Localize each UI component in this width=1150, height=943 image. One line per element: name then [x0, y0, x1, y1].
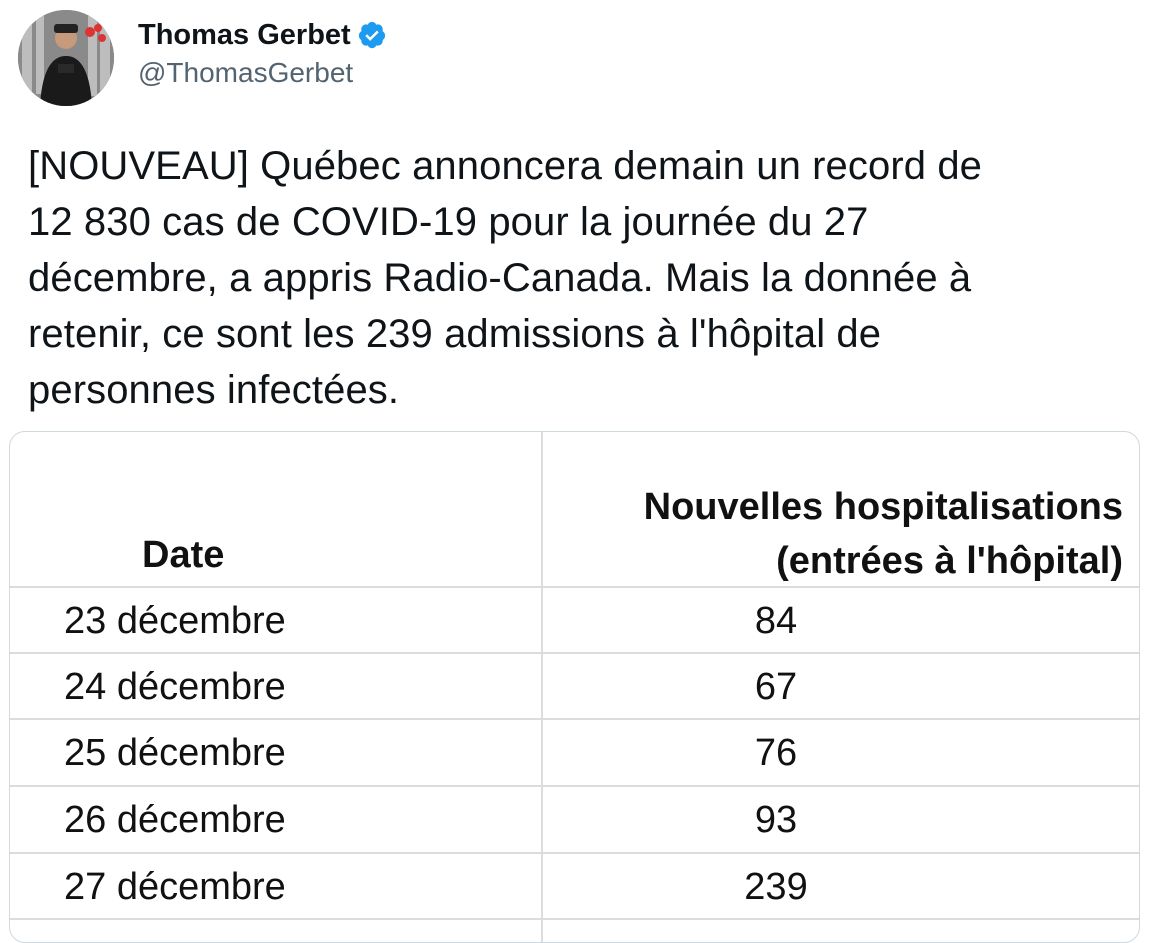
tweet-header [18, 10, 387, 106]
tweet-text-line: [NOUVEAU] Québec annoncera demain un record de [28, 144, 983, 188]
table-row-date: 26 décembre [64, 799, 286, 841]
header-hospitalizations [644, 480, 1123, 588]
tweet-text-line: retenir, ce sont les 239 admissions à l'hôpital de [28, 312, 882, 356]
tweet-text-line: personnes infectées. [28, 368, 400, 412]
header-hosp-line2: (entrées à l'hôpital) [776, 540, 1123, 582]
handle[interactable]: @ThomasGerbet [138, 57, 354, 88]
header-date: Date [142, 534, 225, 576]
tweet-text-line: 12 830 cas de COVID-19 pour la journée du 27 [28, 200, 869, 244]
table-row-date: 25 décembre [64, 732, 286, 774]
tweet-text [28, 138, 1138, 418]
display-name[interactable]: Thomas Gerbet [138, 18, 351, 51]
table-row-value: 84 [754, 600, 798, 642]
row-divider [10, 652, 1139, 654]
row-divider [10, 918, 1139, 920]
tweet-text-line: décembre, a appris Radio-Canada. Mais la donnée à [28, 256, 972, 300]
row-divider [10, 852, 1139, 854]
table-row-value: 239 [744, 866, 808, 908]
row-divider [10, 785, 1139, 787]
profile-photo-icon [18, 10, 114, 106]
row-divider [10, 586, 1139, 588]
table-row-value: 76 [754, 732, 798, 774]
row-divider [10, 718, 1139, 720]
table-row-date: 27 décembre [64, 866, 286, 908]
verified-badge-icon [357, 20, 387, 50]
table-row-value: 67 [754, 666, 798, 708]
header-hosp-line1: Nouvelles hospitalisations [643, 486, 1123, 528]
table-row-date: 23 décembre [64, 600, 286, 642]
hospitalization-table [10, 432, 1139, 942]
table-row-date: 24 décembre [64, 666, 286, 708]
table-row-value: 93 [754, 799, 798, 841]
name-row [138, 15, 387, 55]
author-info [138, 15, 387, 89]
attached-image[interactable] [9, 431, 1140, 943]
avatar[interactable] [18, 10, 114, 106]
